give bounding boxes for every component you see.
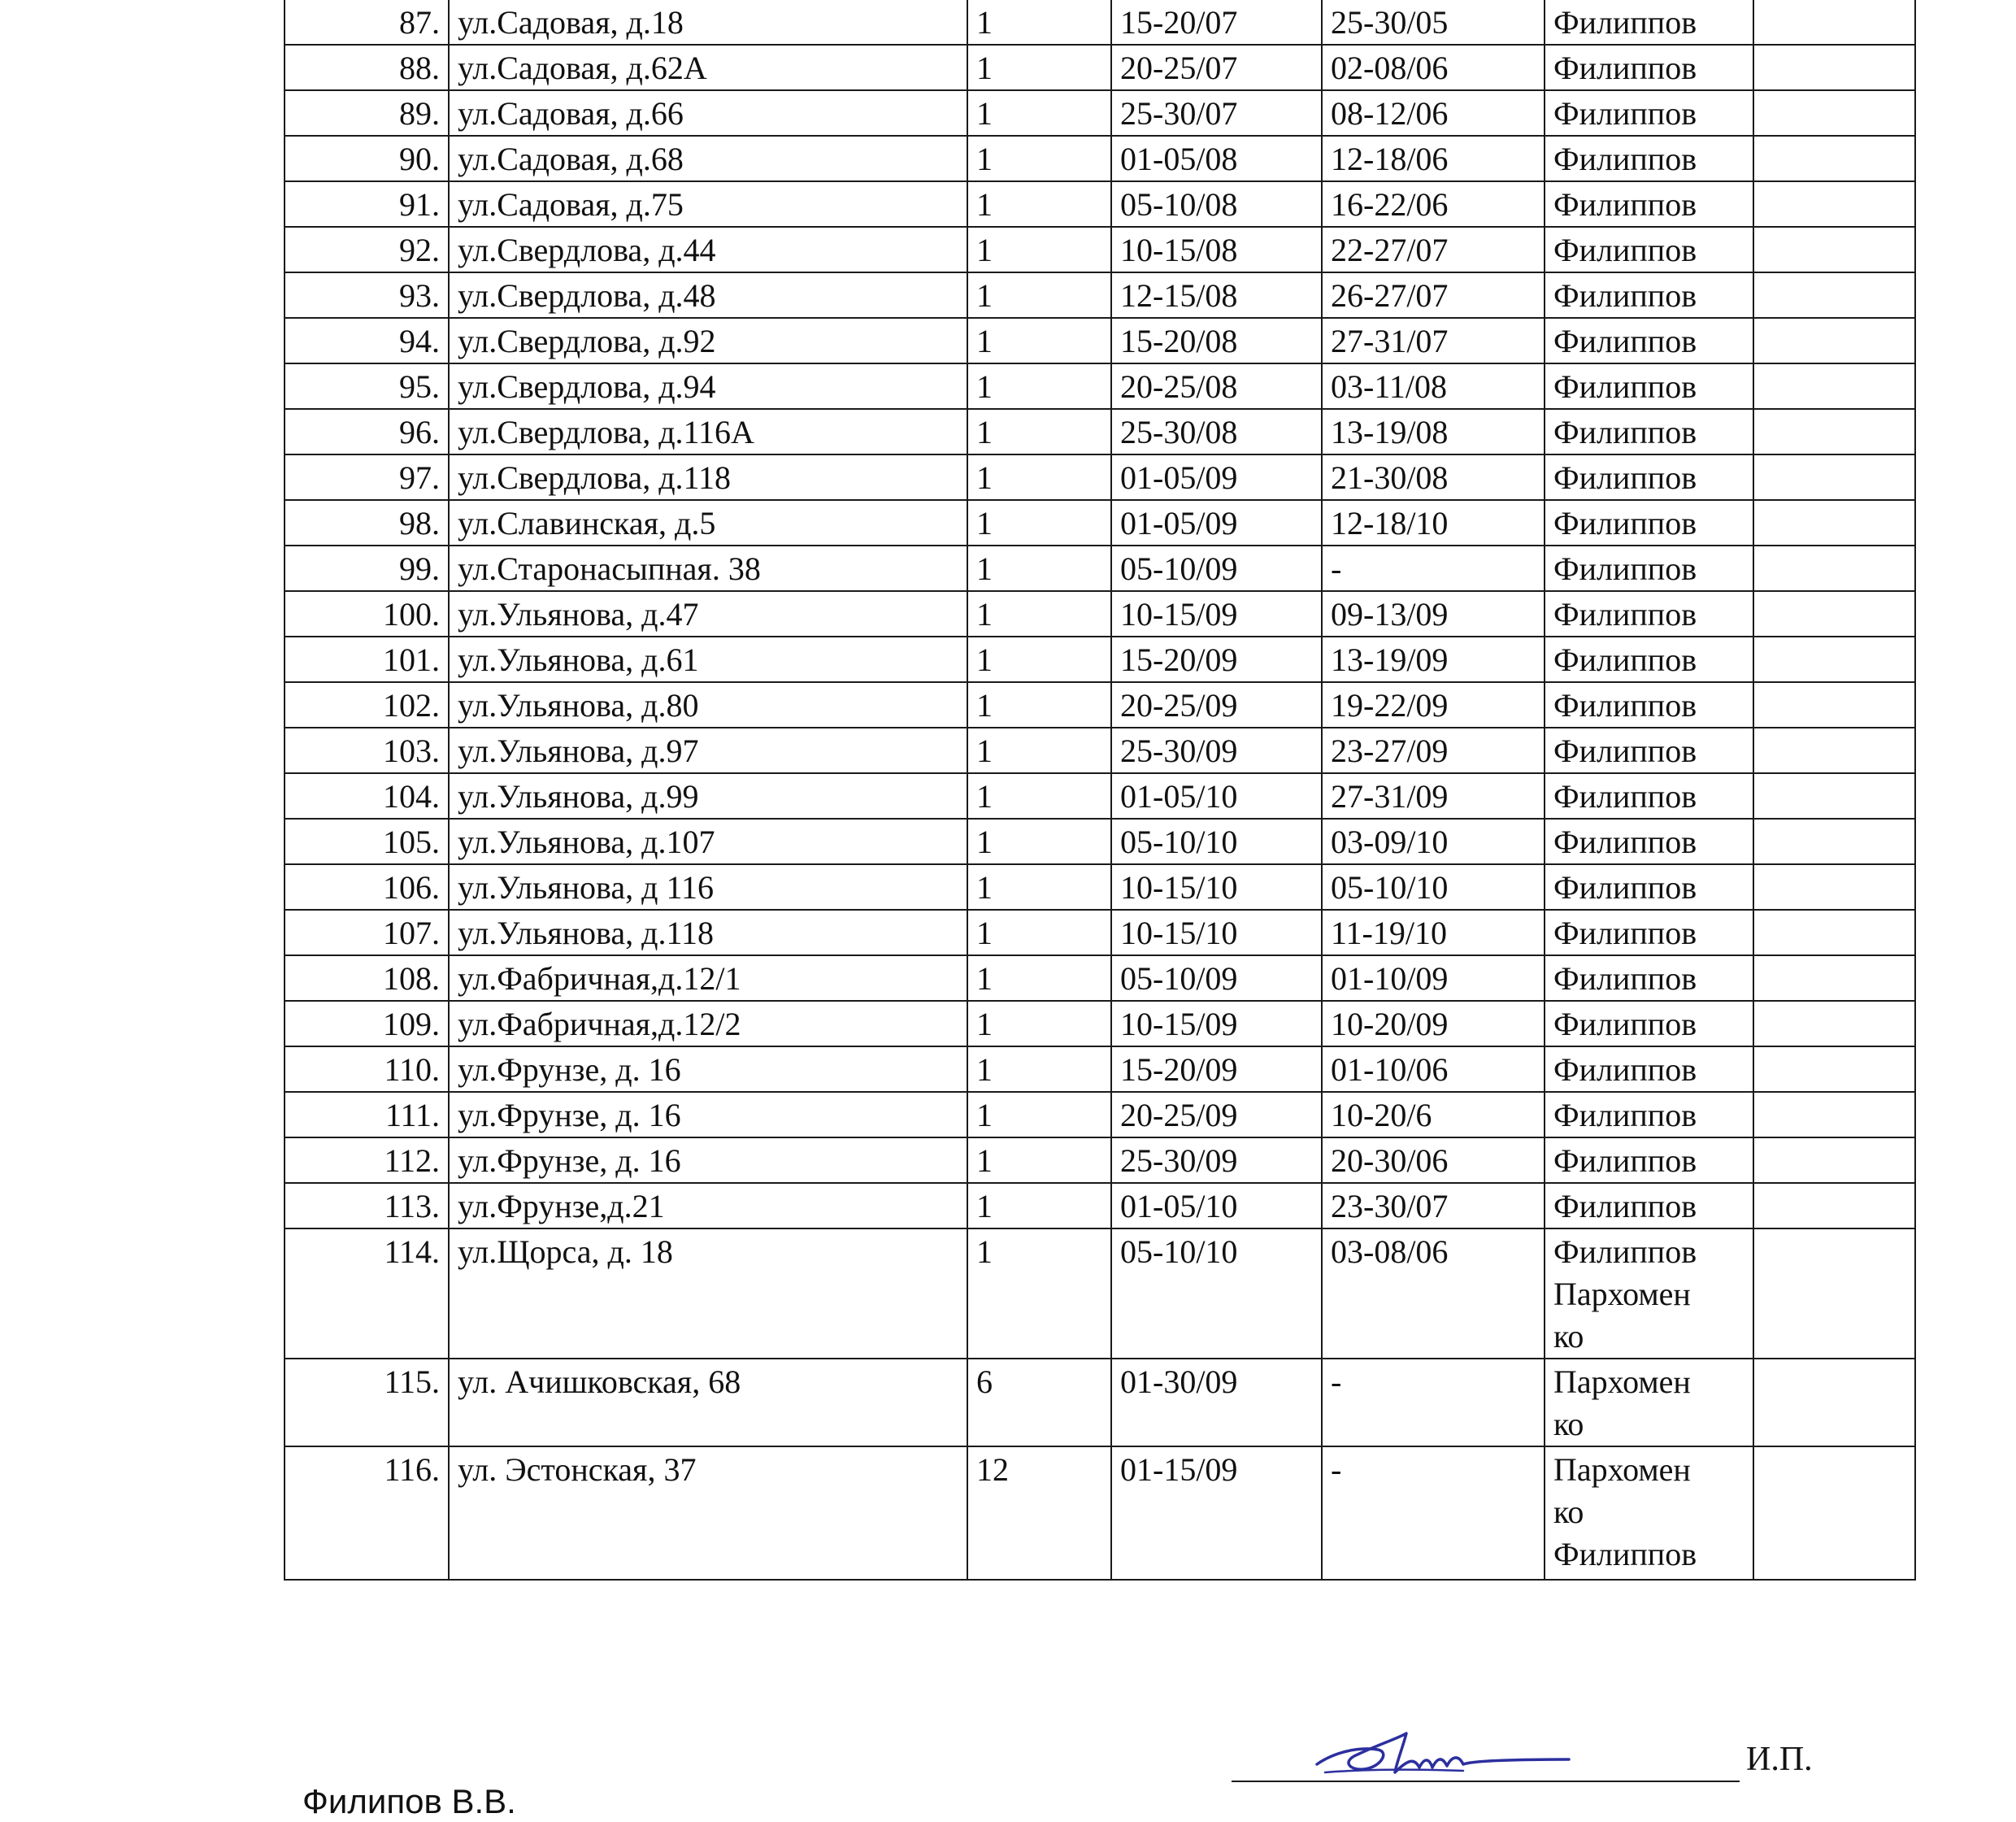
table-row [285, 500, 1915, 546]
fact-date-cell: 21-30/08 [1322, 454, 1545, 500]
table-body [285, 0, 1915, 1580]
responsible-name: Филиппов [1553, 824, 1697, 860]
table-row [285, 272, 1915, 318]
row-number-cell: 104. [285, 773, 449, 819]
plan-date-cell: 01-05/10 [1111, 1183, 1322, 1228]
quantity-cell: 6 [967, 1359, 1111, 1446]
address-cell: ул.Ульянова, д.99 [449, 773, 967, 819]
row-number-cell: 114. [285, 1228, 449, 1359]
plan-date-cell: 10-15/10 [1111, 910, 1322, 955]
plan-date-cell: 05-10/10 [1111, 1228, 1322, 1359]
fact-date-cell: 13-19/08 [1322, 409, 1545, 454]
table-row [285, 955, 1915, 1001]
fact-date-cell: 13-19/09 [1322, 637, 1545, 682]
row-number-cell: 102. [285, 682, 449, 728]
row-number-cell: 106. [285, 864, 449, 910]
schedule-table [284, 0, 1916, 1581]
responsible-name: Филиппов [1553, 550, 1697, 587]
table-row [285, 1137, 1915, 1183]
table-row [285, 409, 1915, 454]
notes-cell [1753, 773, 1915, 819]
responsible-name: Филиппов [1553, 733, 1697, 769]
row-number-cell: 91. [285, 181, 449, 227]
row-number-cell: 113. [285, 1183, 449, 1228]
fact-date-cell: 03-11/08 [1322, 363, 1545, 409]
table-row [285, 136, 1915, 181]
row-number-cell: 115. [285, 1359, 449, 1446]
responsible-cell [1545, 409, 1753, 454]
table-row [285, 1092, 1915, 1137]
plan-date-cell: 25-30/07 [1111, 90, 1322, 136]
table-row [285, 773, 1915, 819]
row-number-cell: 100. [285, 591, 449, 637]
fact-date-cell: 03-08/06 [1322, 1228, 1545, 1359]
notes-cell [1753, 454, 1915, 500]
notes-cell [1753, 500, 1915, 546]
responsible-name: Филиппов [1553, 232, 1697, 268]
row-number-cell: 110. [285, 1046, 449, 1092]
address-cell: ул.Фрунзе,д.21 [449, 1183, 967, 1228]
address-cell: ул.Фрунзе, д. 16 [449, 1092, 967, 1137]
table-row [285, 227, 1915, 272]
fact-date-cell: - [1322, 546, 1545, 591]
row-number-cell: 108. [285, 955, 449, 1001]
fact-date-cell: 16-22/06 [1322, 181, 1545, 227]
quantity-cell: 12 [967, 1446, 1111, 1580]
plan-date-cell: 01-05/10 [1111, 773, 1322, 819]
notes-cell [1753, 955, 1915, 1001]
address-cell: ул.Фрунзе, д. 16 [449, 1046, 967, 1092]
responsible-name: Филиппов [1553, 1051, 1697, 1088]
responsible-cell [1545, 1092, 1753, 1137]
quantity-cell: 1 [967, 1183, 1111, 1228]
fact-date-cell: 23-27/09 [1322, 728, 1545, 773]
notes-cell [1753, 45, 1915, 90]
responsible-name: Филиппов [1553, 186, 1697, 223]
row-number-cell: 94. [285, 318, 449, 363]
quantity-cell: 1 [967, 227, 1111, 272]
responsible-name: Филиппов [1553, 4, 1697, 41]
table-row [285, 318, 1915, 363]
quantity-cell: 1 [967, 682, 1111, 728]
plan-date-cell: 15-20/09 [1111, 637, 1322, 682]
quantity-cell: 1 [967, 864, 1111, 910]
row-number-cell: 99. [285, 546, 449, 591]
responsible-name: Филиппов [1553, 459, 1697, 496]
quantity-cell: 1 [967, 181, 1111, 227]
address-cell: ул.Свердлова, д.118 [449, 454, 967, 500]
responsible-name: ко [1553, 1318, 1584, 1355]
responsible-cell [1545, 90, 1753, 136]
address-cell: ул.Славинская, д.5 [449, 500, 967, 546]
responsible-name: Филиппов [1553, 641, 1697, 678]
quantity-cell: 1 [967, 45, 1111, 90]
address-cell: ул. Эстонская, 37 [449, 1446, 967, 1580]
row-number-cell: 109. [285, 1001, 449, 1046]
responsible-name: Филиппов [1553, 141, 1697, 177]
responsible-cell [1545, 1446, 1753, 1580]
quantity-cell: 1 [967, 546, 1111, 591]
responsible-cell [1545, 637, 1753, 682]
responsible-cell [1545, 136, 1753, 181]
plan-date-cell: 20-25/07 [1111, 45, 1322, 90]
row-number-cell: 107. [285, 910, 449, 955]
plan-date-cell: 01-05/09 [1111, 454, 1322, 500]
notes-cell [1753, 864, 1915, 910]
table-row [285, 637, 1915, 682]
plan-date-cell: 05-10/10 [1111, 819, 1322, 864]
address-cell: ул.Старонасыпная. 38 [449, 546, 967, 591]
quantity-cell: 1 [967, 454, 1111, 500]
responsible-name: Пархомен [1553, 1276, 1691, 1312]
fact-date-cell: - [1322, 1446, 1545, 1580]
table-row [285, 1001, 1915, 1046]
signer-name: Филипов В.В. [302, 1782, 516, 1820]
notes-cell [1753, 181, 1915, 227]
address-cell: ул.Свердлова, д.48 [449, 272, 967, 318]
fact-date-cell: 10-20/6 [1322, 1092, 1545, 1137]
row-number-cell: 89. [285, 90, 449, 136]
address-cell: ул.Ульянова, д.118 [449, 910, 967, 955]
responsible-cell [1545, 272, 1753, 318]
fact-date-cell: 02-08/06 [1322, 45, 1545, 90]
notes-cell [1753, 1359, 1915, 1446]
plan-date-cell: 15-20/07 [1111, 0, 1322, 45]
notes-cell [1753, 1446, 1915, 1580]
plan-date-cell: 15-20/09 [1111, 1046, 1322, 1092]
responsible-name: Филиппов [1553, 1233, 1697, 1270]
address-cell: ул.Ульянова, д.107 [449, 819, 967, 864]
table-row [285, 363, 1915, 409]
quantity-cell: 1 [967, 1092, 1111, 1137]
row-number-cell: 98. [285, 500, 449, 546]
responsible-cell [1545, 181, 1753, 227]
fact-date-cell: 08-12/06 [1322, 90, 1545, 136]
address-cell: ул.Свердлова, д.94 [449, 363, 967, 409]
plan-date-cell: 25-30/09 [1111, 1137, 1322, 1183]
responsible-cell [1545, 1046, 1753, 1092]
responsible-cell [1545, 1359, 1753, 1446]
signature-image [1301, 1722, 1577, 1787]
responsible-name: Филиппов [1553, 596, 1697, 633]
plan-date-cell: 10-15/08 [1111, 227, 1322, 272]
table-row [285, 682, 1915, 728]
plan-date-cell: 20-25/09 [1111, 1092, 1322, 1137]
row-number-cell: 112. [285, 1137, 449, 1183]
quantity-cell: 1 [967, 363, 1111, 409]
address-cell: ул.Ульянова, д 116 [449, 864, 967, 910]
fact-date-cell: 25-30/05 [1322, 0, 1545, 45]
notes-cell [1753, 0, 1915, 45]
fact-date-cell: 27-31/07 [1322, 318, 1545, 363]
responsible-cell [1545, 500, 1753, 546]
plan-date-cell: 10-15/10 [1111, 864, 1322, 910]
fact-date-cell: - [1322, 1359, 1545, 1446]
table-row [285, 864, 1915, 910]
quantity-cell: 1 [967, 1228, 1111, 1359]
plan-date-cell: 10-15/09 [1111, 591, 1322, 637]
address-cell: ул.Садовая, д.75 [449, 181, 967, 227]
responsible-name: ко [1553, 1494, 1584, 1530]
responsible-cell [1545, 318, 1753, 363]
responsible-cell [1545, 546, 1753, 591]
quantity-cell: 1 [967, 90, 1111, 136]
responsible-name: Пархомен [1553, 1363, 1691, 1400]
notes-cell [1753, 1092, 1915, 1137]
notes-cell [1753, 728, 1915, 773]
responsible-name: Филиппов [1553, 1142, 1697, 1179]
fact-date-cell: 23-30/07 [1322, 1183, 1545, 1228]
row-number-cell: 92. [285, 227, 449, 272]
responsible-cell [1545, 591, 1753, 637]
responsible-cell [1545, 910, 1753, 955]
notes-cell [1753, 819, 1915, 864]
table-row [285, 0, 1915, 45]
fact-date-cell: 22-27/07 [1322, 227, 1545, 272]
row-number-cell: 101. [285, 637, 449, 682]
responsible-name: Филиппов [1553, 95, 1697, 132]
notes-cell [1753, 637, 1915, 682]
table-row [285, 1228, 1915, 1359]
fact-date-cell: 11-19/10 [1322, 910, 1545, 955]
fact-date-cell: 05-10/10 [1322, 864, 1545, 910]
quantity-cell: 1 [967, 591, 1111, 637]
notes-cell [1753, 546, 1915, 591]
table-row [285, 1183, 1915, 1228]
quantity-cell: 1 [967, 955, 1111, 1001]
table-row [285, 1046, 1915, 1092]
notes-cell [1753, 1001, 1915, 1046]
row-number-cell: 95. [285, 363, 449, 409]
plan-date-cell: 05-10/08 [1111, 181, 1322, 227]
quantity-cell: 1 [967, 1046, 1111, 1092]
fact-date-cell: 20-30/06 [1322, 1137, 1545, 1183]
notes-cell [1753, 90, 1915, 136]
notes-cell [1753, 1183, 1915, 1228]
address-cell: ул.Фабричная,д.12/1 [449, 955, 967, 1001]
table-row [285, 819, 1915, 864]
plan-date-cell: 25-30/09 [1111, 728, 1322, 773]
table-row [285, 591, 1915, 637]
address-cell: ул.Ульянова, д.47 [449, 591, 967, 637]
responsible-name: Пархомен [1553, 1451, 1691, 1488]
table-row [285, 728, 1915, 773]
plan-date-cell: 20-25/08 [1111, 363, 1322, 409]
quantity-cell: 1 [967, 0, 1111, 45]
address-cell: ул.Садовая, д.62А [449, 45, 967, 90]
plan-date-cell: 01-05/08 [1111, 136, 1322, 181]
plan-date-cell: 20-25/09 [1111, 682, 1322, 728]
quantity-cell: 1 [967, 773, 1111, 819]
fact-date-cell: 10-20/09 [1322, 1001, 1545, 1046]
responsible-name: Филиппов [1553, 505, 1697, 541]
row-number-cell: 111. [285, 1092, 449, 1137]
notes-cell [1753, 272, 1915, 318]
fact-date-cell: 09-13/09 [1322, 591, 1545, 637]
responsible-name: Филиппов [1553, 1188, 1697, 1224]
fact-date-cell: 01-10/09 [1322, 955, 1545, 1001]
responsible-name: Филиппов [1553, 323, 1697, 359]
responsible-name: Филиппов [1553, 869, 1697, 906]
notes-cell [1753, 1046, 1915, 1092]
table-row [285, 910, 1915, 955]
notes-cell [1753, 409, 1915, 454]
quantity-cell: 1 [967, 637, 1111, 682]
fact-date-cell: 27-31/09 [1322, 773, 1545, 819]
quantity-cell: 1 [967, 136, 1111, 181]
quantity-cell: 1 [967, 272, 1111, 318]
responsible-cell [1545, 363, 1753, 409]
table-row [285, 454, 1915, 500]
address-cell: ул.Ульянова, д.97 [449, 728, 967, 773]
responsible-name: Филиппов [1553, 1097, 1697, 1133]
notes-cell [1753, 910, 1915, 955]
responsible-cell [1545, 0, 1753, 45]
responsible-name: Филиппов [1553, 1006, 1697, 1042]
notes-cell [1753, 682, 1915, 728]
responsible-name: Филиппов [1553, 960, 1697, 997]
address-cell: ул. Ачишковская, 68 [449, 1359, 967, 1446]
fact-date-cell: 26-27/07 [1322, 272, 1545, 318]
plan-date-cell: 12-15/08 [1111, 272, 1322, 318]
responsible-name: ко [1553, 1406, 1584, 1442]
address-cell: ул.Ульянова, д.61 [449, 637, 967, 682]
row-number-cell: 97. [285, 454, 449, 500]
responsible-name: Филиппов [1553, 1536, 1697, 1572]
address-cell: ул.Ульянова, д.80 [449, 682, 967, 728]
responsible-cell [1545, 227, 1753, 272]
notes-cell [1753, 1228, 1915, 1359]
plan-date-cell: 05-10/09 [1111, 546, 1322, 591]
fact-date-cell: 12-18/10 [1322, 500, 1545, 546]
quantity-cell: 1 [967, 1001, 1111, 1046]
address-cell: ул.Фрунзе, д. 16 [449, 1137, 967, 1183]
address-cell: ул.Фабричная,д.12/2 [449, 1001, 967, 1046]
quantity-cell: 1 [967, 819, 1111, 864]
table-row [285, 1446, 1915, 1580]
notes-cell [1753, 1137, 1915, 1183]
responsible-name: Филиппов [1553, 277, 1697, 314]
notes-cell [1753, 227, 1915, 272]
notes-cell [1753, 363, 1915, 409]
quantity-cell: 1 [967, 500, 1111, 546]
fact-date-cell: 19-22/09 [1322, 682, 1545, 728]
responsible-name: Филиппов [1553, 368, 1697, 405]
notes-cell [1753, 318, 1915, 363]
row-number-cell: 87. [285, 0, 449, 45]
responsible-cell [1545, 45, 1753, 90]
responsible-cell [1545, 1228, 1753, 1359]
plan-date-cell: 01-30/09 [1111, 1359, 1322, 1446]
table-row [285, 1359, 1915, 1446]
quantity-cell: 1 [967, 728, 1111, 773]
table-row [285, 45, 1915, 90]
row-number-cell: 96. [285, 409, 449, 454]
signature-line [1232, 1781, 1740, 1782]
responsible-cell [1545, 1001, 1753, 1046]
table-row [285, 90, 1915, 136]
responsible-cell [1545, 773, 1753, 819]
address-cell: ул.Свердлова, д.92 [449, 318, 967, 363]
plan-date-cell: 15-20/08 [1111, 318, 1322, 363]
fact-date-cell: 12-18/06 [1322, 136, 1545, 181]
quantity-cell: 1 [967, 1137, 1111, 1183]
quantity-cell: 1 [967, 409, 1111, 454]
table-row [285, 546, 1915, 591]
responsible-name: Филиппов [1553, 778, 1697, 815]
responsible-name: Филиппов [1553, 50, 1697, 86]
address-cell: ул.Садовая, д.18 [449, 0, 967, 45]
responsible-cell [1545, 819, 1753, 864]
address-cell: ул.Свердлова, д.44 [449, 227, 967, 272]
responsible-name: Филиппов [1553, 414, 1697, 450]
table-row [285, 181, 1915, 227]
responsible-cell [1545, 1183, 1753, 1228]
address-cell: ул.Щорса, д. 18 [449, 1228, 967, 1359]
plan-date-cell: 10-15/09 [1111, 1001, 1322, 1046]
responsible-name: Филиппов [1553, 687, 1697, 724]
signature-initials: И.П. [1746, 1741, 1813, 1778]
responsible-name: Филиппов [1553, 915, 1697, 951]
fact-date-cell: 03-09/10 [1322, 819, 1545, 864]
plan-date-cell: 05-10/09 [1111, 955, 1322, 1001]
row-number-cell: 116. [285, 1446, 449, 1580]
responsible-cell [1545, 728, 1753, 773]
notes-cell [1753, 591, 1915, 637]
row-number-cell: 93. [285, 272, 449, 318]
row-number-cell: 103. [285, 728, 449, 773]
plan-date-cell: 01-05/09 [1111, 500, 1322, 546]
plan-date-cell: 25-30/08 [1111, 409, 1322, 454]
address-cell: ул.Свердлова, д.116А [449, 409, 967, 454]
quantity-cell: 1 [967, 318, 1111, 363]
quantity-cell: 1 [967, 910, 1111, 955]
responsible-cell [1545, 682, 1753, 728]
address-cell: ул.Садовая, д.66 [449, 90, 967, 136]
row-number-cell: 105. [285, 819, 449, 864]
responsible-cell [1545, 955, 1753, 1001]
address-cell: ул.Садовая, д.68 [449, 136, 967, 181]
notes-cell [1753, 136, 1915, 181]
responsible-cell [1545, 454, 1753, 500]
row-number-cell: 88. [285, 45, 449, 90]
plan-date-cell: 01-15/09 [1111, 1446, 1322, 1580]
row-number-cell: 90. [285, 136, 449, 181]
fact-date-cell: 01-10/06 [1322, 1046, 1545, 1092]
responsible-cell [1545, 864, 1753, 910]
responsible-cell [1545, 1137, 1753, 1183]
